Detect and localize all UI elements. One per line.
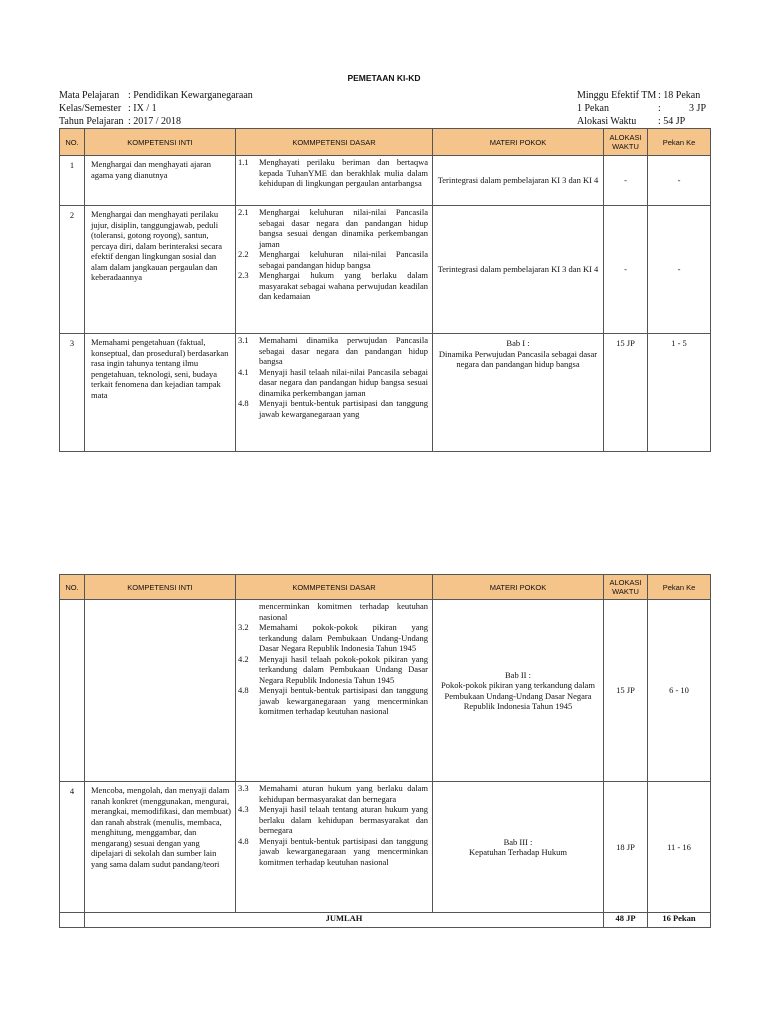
kd-number: 3.1 [238,335,249,345]
kd-item [238,622,428,654]
row-pekan: 1 - 5 [648,334,711,452]
kd-number: 4.8 [238,835,249,846]
meta-row [59,115,253,128]
mapping-table-1 [59,128,711,452]
kd-item [238,367,428,399]
row-pekan: - [648,156,711,206]
kd-text: Menghargai hukum yang berlaku dalam masyarakat sebagai wahana perwujudan keadilan dan kedamaian [259,270,428,301]
header-pekan: Pekan Ke [648,129,711,156]
table-header-row [60,575,711,600]
row-no: 1 [60,156,85,206]
row-no [60,600,85,782]
header-no: NO. [60,575,85,600]
meta-value: : 18 Pekan [658,90,701,101]
kd-item [238,654,428,686]
row-alokasi: 18 JP [604,782,648,913]
materi-text: Kepatuhan Terhadap Hukum [469,847,567,857]
meta-label: Tahun Pelajaran [59,116,124,127]
kd-item [238,207,428,249]
meta-value: : IX / 1 [128,103,157,114]
meta-value: : 54 JP [658,116,686,127]
row-alokasi: - [604,156,648,206]
kd-number: 4.1 [238,366,249,377]
row-kd [236,206,433,334]
row-materi [433,334,604,452]
materi-text: Dinamika Perwujudan Pancasila sebagai dasar negara dan pandangan hidup bangsa [438,348,598,369]
total-no [60,913,85,928]
kd-text: Menghargai keluhuran nilai-nilai Pancasila sebagai pandangan hidup bangsa [259,249,428,270]
meta-value: : Pendidikan Kewarganegaraan [128,90,253,101]
row-ki: Memahami pengetahuan (faktual, konseptual, dan prosedural) berdasarkan rasa ingin tahunya tentang ilmu pengetahuan, teknologi, seni, budaya terkait fenomena dan kejadian tampak mata [85,334,236,452]
kd-item [238,157,428,189]
kd-number: 4.2 [238,653,249,664]
row-pekan: 6 - 10 [648,600,711,782]
materi-title: Bab I : [506,338,530,348]
table-header-row [60,129,711,156]
row-pekan: - [648,206,711,334]
kd-continuation [238,601,428,622]
kd-item [238,249,428,270]
row-alokasi: 15 JP [604,600,648,782]
row-ki: Menghargai dan menghayati perilaku jujur, disiplin, tanggungjawab, peduli (toleransi, gotong royong), santun, percaya diri, dalam berinteraksi secara efektif dengan lingkungan sosial dan alam dalam jangkauan pergaulan dan keberadaannya [85,206,236,334]
meta-row [577,115,706,128]
meta-label: Minggu Efektif TM [577,90,657,101]
row-kd [236,600,433,782]
kd-number: 4.8 [238,398,249,408]
mapping-table-2 [59,574,711,928]
meta-left [59,89,253,128]
meta-row [577,89,706,102]
header-alokasi: ALOKASI WAKTU [604,129,648,156]
row-no: 4 [60,782,85,913]
header-materi: MATERI POKOK [433,575,604,600]
kd-number: 2.3 [238,270,249,280]
kd-number: 3.2 [238,622,249,632]
meta-label: 1 Pekan [577,103,609,114]
materi-title: Bab II : [505,669,531,680]
row-kd [236,782,433,913]
kd-number: 4.3 [238,804,249,814]
row-materi: Terintegrasi dalam pembelajaran KI 3 dan KI 4 [433,206,604,334]
header-no: NO. [60,129,85,156]
kd-text: Menghargai keluhuran nilai-nilai Pancasila sebagai dasar negara dan pandangan hidup bangsa sesuai dengan dinamika perkembangan jaman [259,207,428,249]
materi-text: Pokok-pokok pikiran yang terkandung dalam Pembukaan Undang-Undang Dasar Negara Republik Indonesia Tahun 1945 [441,680,595,711]
kd-number: 4.8 [238,685,249,695]
total-alokasi: 48 JP [604,913,648,928]
table-row [60,206,711,334]
kd-item [238,783,428,804]
kd-text: Menyaji hasil telaah tentang aturan hukum yang berlaku dalam kehidupan bermasyarakat dan bernegara [259,804,428,835]
materi-title: Bab III : [503,836,533,847]
kd-text: Menyaji bentuk-bentuk partisipasi dan tanggung jawab kewarganegaraan yang [259,398,428,419]
header-alokasi: ALOKASI WAKTU [604,575,648,600]
kd-text: Memahami dinamika perwujudan Pancasila sebagai dasar negara dan pandangan hidup bangsa [259,335,428,366]
kd-item [238,270,428,302]
meta-label: Alokasi Waktu [577,116,637,127]
header-ki: KOMPETENSI INTI [85,575,236,600]
kd-item [238,335,428,367]
total-label: JUMLAH [85,913,604,928]
meta-row [59,89,253,102]
meta-right [577,89,706,128]
kd-text: Memahami aturan hukum yang berlaku dalam kehidupan bermasyarakat dan bernegara [259,783,428,804]
row-materi [433,782,604,913]
header-kd: KOMMPETENSI DASAR [236,575,433,600]
kd-text: Menyaji hasil telaah pokok-pokok pikiran yang terkandung dalam Pembukaan Undang Dasar Negara Republik Indonesia Tahun 1945 [259,653,428,685]
meta-row [577,102,706,115]
kd-number: 3.3 [238,783,249,793]
table-row [60,600,711,782]
table-row [60,782,711,913]
row-materi: Terintegrasi dalam pembelajaran KI 3 dan KI 4 [433,156,604,206]
meta-row [59,102,253,115]
row-no: 2 [60,206,85,334]
kd-item [238,398,428,419]
kd-text: Menyaji bentuk-bentuk partisipasi dan tanggung jawab kewarganegaraan yang mencerminkan komitmen terhadap keutuhan nasional [259,835,428,867]
row-ki: Menghargai dan menghayati ajaran agama yang dianutnya [85,156,236,206]
header-ki: KOMPETENSI INTI [85,129,236,156]
kd-item [238,804,428,836]
row-ki: Mencoba, mengolah, dan menyaji dalam ranah konkret (menggunakan, mengurai, merangkai, memodifikasi, dan membuat) dan ranah abstrak (menulis, membaca, menghitung, menggambar, dan mengarang) sesuai dengan yang dipelajari di sekolah dan sumber lain yang sama dalam sudut pandang/teori [85,782,236,913]
row-alokasi: 15 JP [604,334,648,452]
row-alokasi: - [604,206,648,334]
row-no: 3 [60,334,85,452]
kd-text: Memahami pokok-pokok pikiran yang terkandung dalam Pembukaan Undang-Undang Dasar Negara Republik Indonesia Tahun 1945 [259,622,428,653]
meta-value: : [658,103,661,114]
header-materi: MATERI POKOK [433,129,604,156]
kd-number: 1.1 [238,157,249,167]
kd-item [238,685,428,717]
row-kd [236,334,433,452]
meta-label: Kelas/Semester [59,103,122,114]
kd-text: mencerminkan komitmen terhadap keutuhan nasional [259,601,428,622]
total-pekan: 16 Pekan [648,913,711,928]
table-row [60,334,711,452]
document-title: PEMETAAN KI-KD [347,73,421,83]
total-row [60,913,711,928]
header-pekan: Pekan Ke [648,575,711,600]
kd-text: Menyaji bentuk-bentuk partisipasi dan tanggung jawab kewarganegaraan yang mencerminkan komitmen terhadap keutuhan nasional [259,685,428,716]
row-pekan: 11 - 16 [648,782,711,913]
kd-text: Menyaji hasil telaah nilai-nilai Pancasila sebagai dasar negara dan pandangan hidup bangsa sesuai dinamika perkembangan jaman [259,366,428,398]
meta-value: : 2017 / 2018 [128,116,182,127]
kd-text: Menghayati perilaku beriman dan bertaqwa kepada TuhanYME dan berakhlak mulia dalam kehidupan di lingkungan pergaulan antarbangsa [259,157,428,188]
kd-number: 2.2 [238,249,249,259]
table-row [60,156,711,206]
header-kd: KOMMPETENSI DASAR [236,129,433,156]
kd-item [238,836,428,868]
meta-value: 3 JP [689,103,706,114]
row-kd [236,156,433,206]
row-ki [85,600,236,782]
row-materi [433,600,604,782]
meta-label: Mata Pelajaran [59,90,120,101]
kd-number: 2.1 [238,207,249,217]
